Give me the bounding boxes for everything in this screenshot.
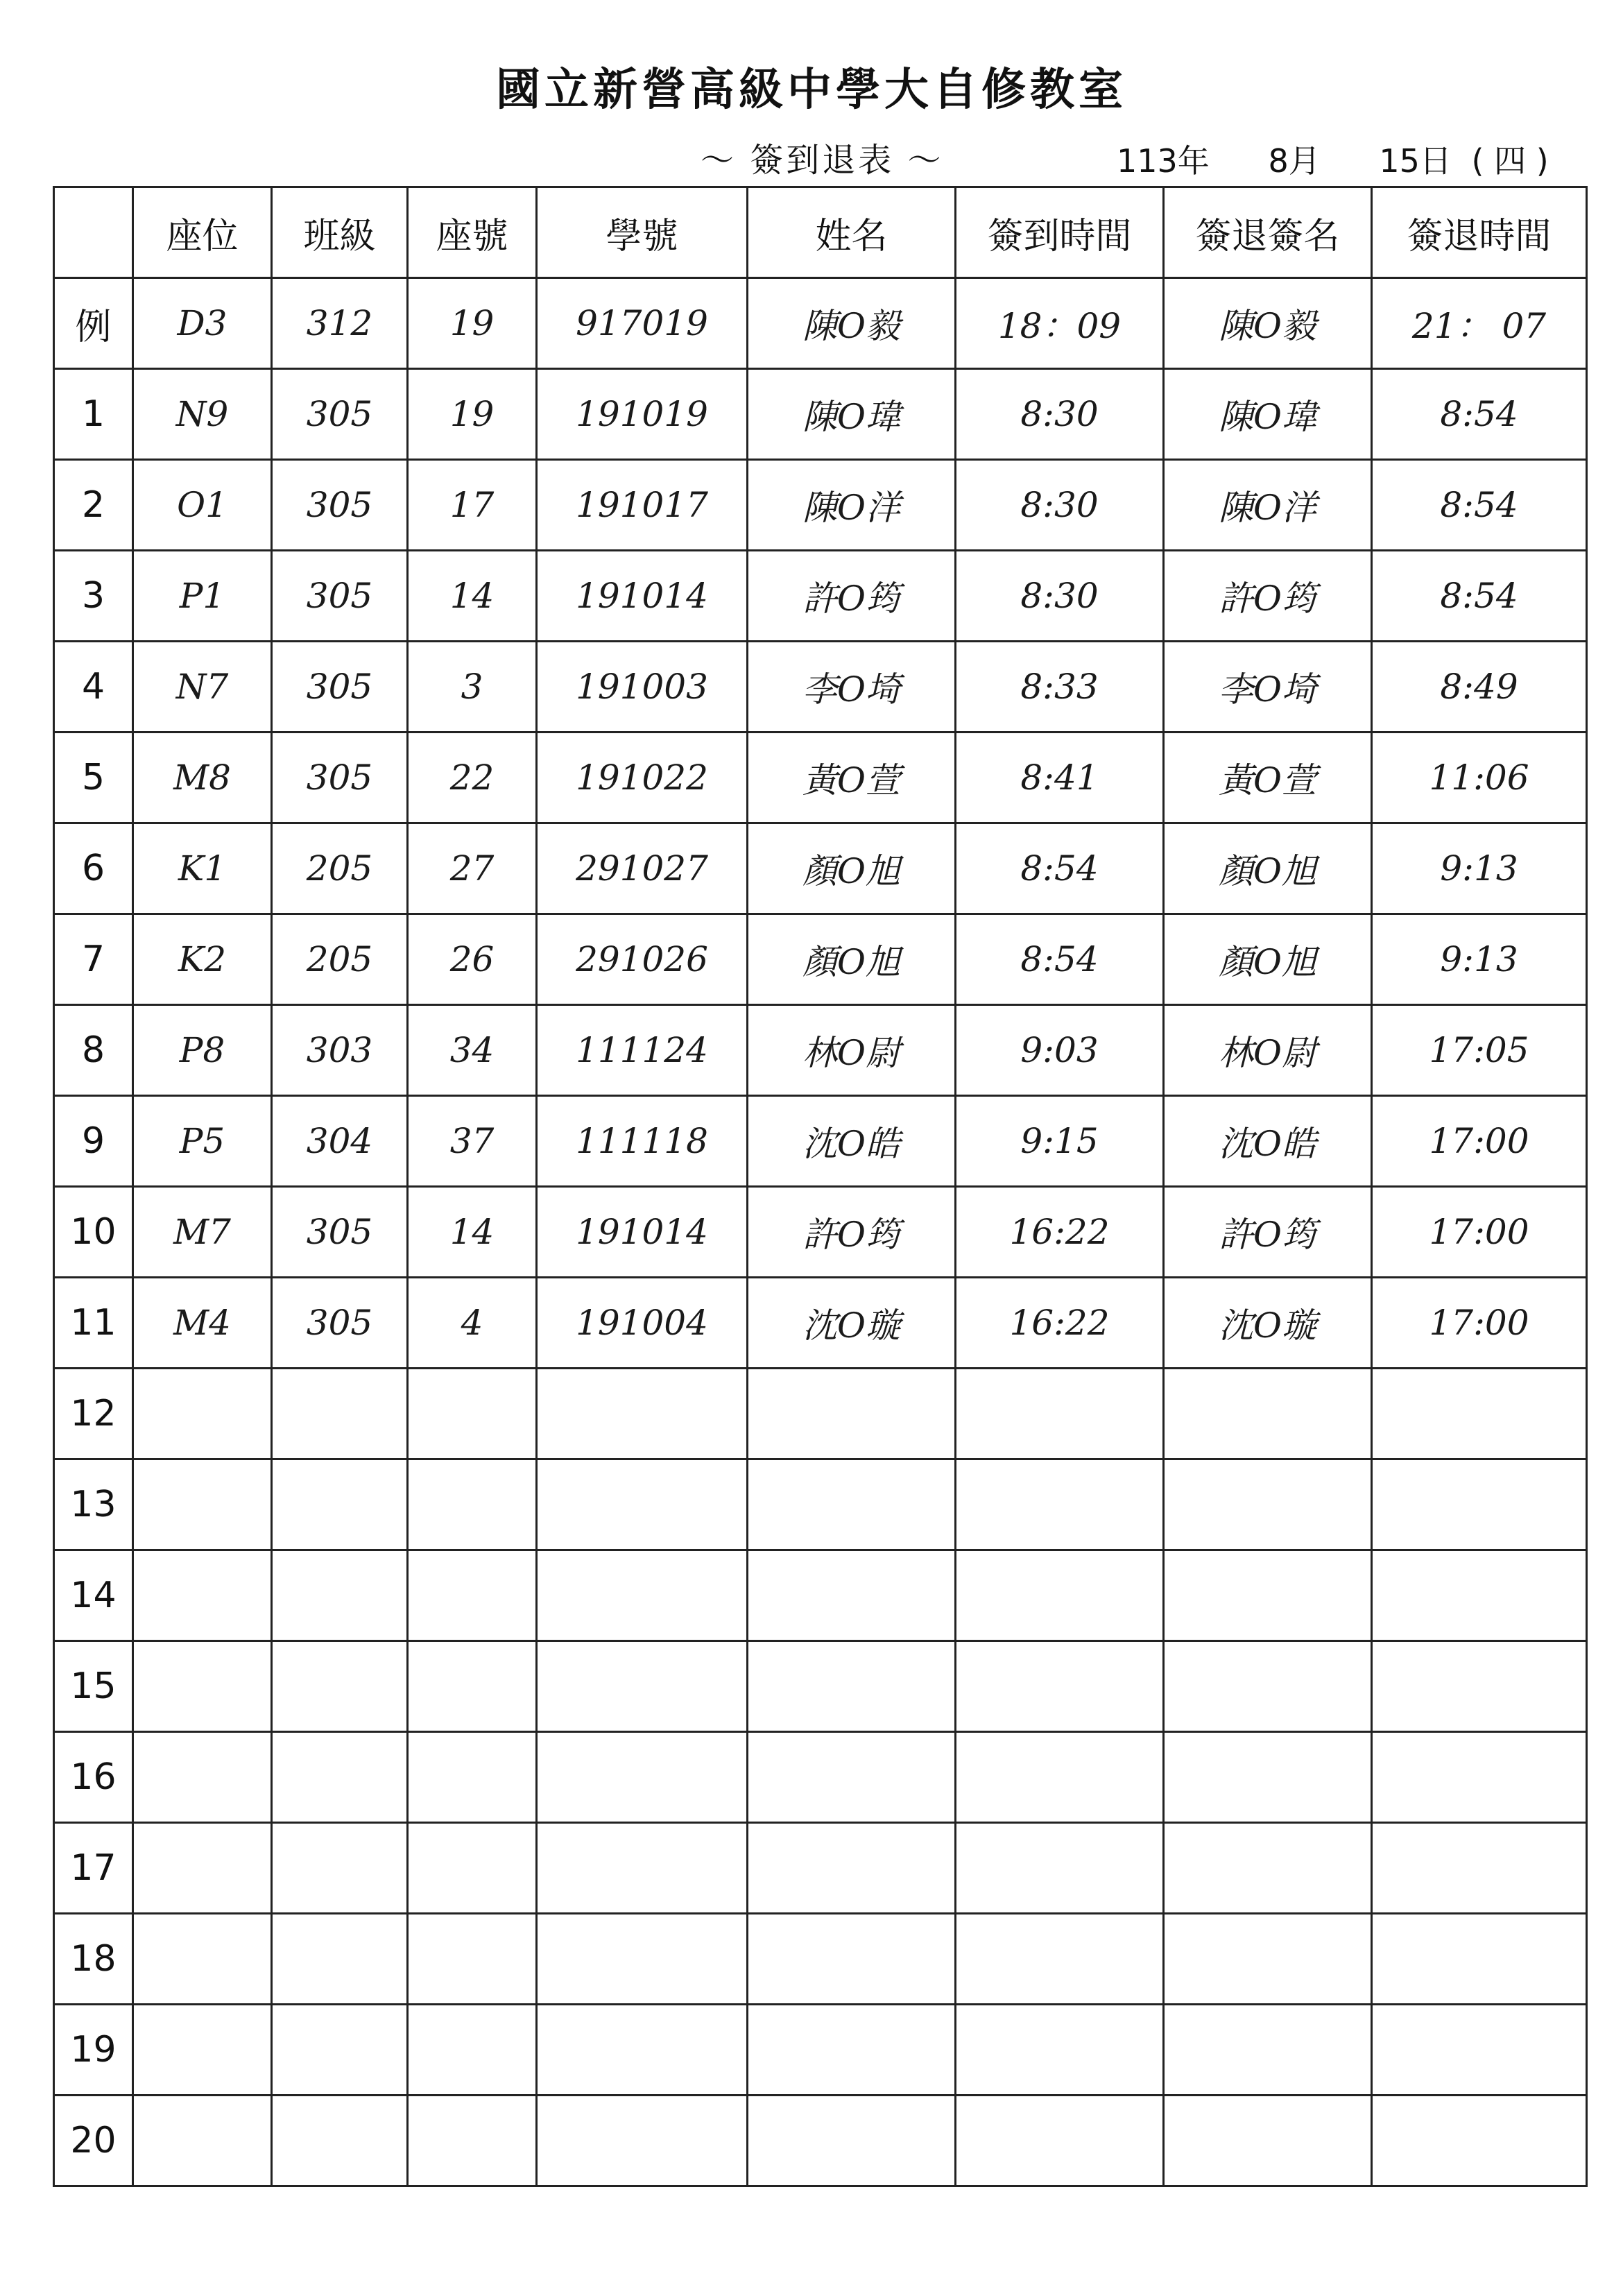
signout-signature-cell — [1164, 1459, 1372, 1550]
class-cell: 305 — [272, 1278, 408, 1369]
class-cell: 305 — [272, 1187, 408, 1278]
seat-no-cell — [408, 1550, 537, 1641]
checkout-time-cell: 17:00 — [1372, 1187, 1587, 1278]
checkout-time-cell — [1372, 2005, 1587, 2096]
name-cell — [748, 1641, 956, 1732]
student-id-cell: 291026 — [537, 914, 748, 1005]
checkout-time-cell: 21： 07 — [1372, 278, 1587, 369]
signout-signature-cell: 陳O洋 — [1164, 460, 1372, 551]
signout-signature-cell: 沈O皓 — [1164, 1096, 1372, 1187]
signout-signature-cell: 陳O瑋 — [1164, 369, 1372, 460]
checkin-time-cell — [956, 1914, 1164, 2005]
seat-no-cell: 17 — [408, 460, 537, 551]
name-cell: 黃O萱 — [748, 733, 956, 823]
seat-cell — [133, 2096, 272, 2186]
signout-signature-cell — [1164, 1369, 1372, 1459]
signout-signature-cell: 顏O旭 — [1164, 914, 1372, 1005]
table-row — [54, 1096, 1587, 1187]
name-cell: 林O尉 — [748, 1005, 956, 1096]
student-id-cell: 191019 — [537, 369, 748, 460]
student-id-cell — [537, 2005, 748, 2096]
seat-no-cell — [408, 1732, 537, 1823]
student-id-cell: 111124 — [537, 1005, 748, 1096]
name-cell — [748, 1914, 956, 2005]
name-cell — [748, 1823, 956, 1914]
seat-cell — [133, 1550, 272, 1641]
class-cell: 312 — [272, 278, 408, 369]
checkin-time-cell: 18：09 — [956, 278, 1164, 369]
table-row — [54, 914, 1587, 1005]
checkout-time-cell: 17:00 — [1372, 1096, 1587, 1187]
student-id-cell: 191014 — [537, 1187, 748, 1278]
seat-cell — [133, 1823, 272, 1914]
seat-cell: M8 — [133, 733, 272, 823]
row-number: 7 — [54, 914, 133, 1005]
student-id-cell — [537, 1550, 748, 1641]
row-number: 18 — [54, 1914, 133, 2005]
seat-no-cell: 19 — [408, 278, 537, 369]
signout-signature-cell: 陳O毅 — [1164, 278, 1372, 369]
table-row — [54, 642, 1587, 733]
table-row — [54, 1459, 1587, 1550]
date-year: 113年 — [1117, 142, 1210, 180]
checkout-time-cell: 8:54 — [1372, 551, 1587, 642]
checkin-time-cell — [956, 2005, 1164, 2096]
seat-no-cell: 14 — [408, 551, 537, 642]
student-id-cell: 111118 — [537, 1096, 748, 1187]
row-number: 2 — [54, 460, 133, 551]
signout-signature-cell — [1164, 1823, 1372, 1914]
row-number: 例 — [54, 278, 133, 369]
class-cell: 303 — [272, 1005, 408, 1096]
class-cell: 305 — [272, 733, 408, 823]
table-row — [54, 551, 1587, 642]
seat-no-cell: 3 — [408, 642, 537, 733]
seat-no-cell — [408, 2005, 537, 2096]
checkout-time-cell: 17:05 — [1372, 1005, 1587, 1096]
class-cell: 305 — [272, 369, 408, 460]
checkout-time-cell — [1372, 1459, 1587, 1550]
name-cell: 顏O旭 — [748, 914, 956, 1005]
student-id-cell — [537, 2096, 748, 2186]
table-header-row — [54, 187, 1587, 278]
row-number: 6 — [54, 823, 133, 914]
table-row — [54, 733, 1587, 823]
header-seat-no: 座號 — [408, 187, 537, 278]
checkout-time-cell — [1372, 1550, 1587, 1641]
header-student-id: 學號 — [537, 187, 748, 278]
table-row — [54, 823, 1587, 914]
sheet-subtitle: ～ 簽到退表 ～ — [701, 141, 944, 180]
table-row — [54, 1823, 1587, 1914]
row-number: 5 — [54, 733, 133, 823]
example-row — [54, 278, 1587, 369]
header-signout-signature: 簽退簽名 — [1164, 187, 1372, 278]
checkout-time-cell — [1372, 1641, 1587, 1732]
table-row — [54, 1187, 1587, 1278]
seat-cell: O1 — [133, 460, 272, 551]
checkin-time-cell: 8:54 — [956, 823, 1164, 914]
signout-signature-cell — [1164, 2096, 1372, 2186]
name-cell: 顏O旭 — [748, 823, 956, 914]
seat-no-cell — [408, 1459, 537, 1550]
signout-signature-cell — [1164, 1550, 1372, 1641]
row-number: 9 — [54, 1096, 133, 1187]
student-id-cell: 191014 — [537, 551, 748, 642]
signout-signature-cell: 許O筠 — [1164, 551, 1372, 642]
student-id-cell — [537, 1459, 748, 1550]
seat-no-cell — [408, 1823, 537, 1914]
checkin-time-cell — [956, 1732, 1164, 1823]
student-id-cell: 191004 — [537, 1278, 748, 1369]
table-row — [54, 1369, 1587, 1459]
seat-no-cell: 4 — [408, 1278, 537, 1369]
name-cell — [748, 1459, 956, 1550]
signout-signature-cell — [1164, 1641, 1372, 1732]
seat-no-cell — [408, 2096, 537, 2186]
class-cell — [272, 1641, 408, 1732]
date-month: 8月 — [1268, 142, 1321, 180]
student-id-cell — [537, 1732, 748, 1823]
seat-no-cell — [408, 1369, 537, 1459]
seat-no-cell: 19 — [408, 369, 537, 460]
checkin-time-cell — [956, 1823, 1164, 1914]
row-number: 19 — [54, 2005, 133, 2096]
student-id-cell: 191003 — [537, 642, 748, 733]
seat-cell — [133, 1641, 272, 1732]
class-cell — [272, 1914, 408, 2005]
class-cell — [272, 1369, 408, 1459]
name-cell: 陳O洋 — [748, 460, 956, 551]
student-id-cell: 291027 — [537, 823, 748, 914]
checkin-time-cell: 16:22 — [956, 1278, 1164, 1369]
seat-cell: P1 — [133, 551, 272, 642]
signout-signature-cell: 許O筠 — [1164, 1187, 1372, 1278]
checkin-time-cell — [956, 1459, 1164, 1550]
name-cell — [748, 1550, 956, 1641]
signin-table — [53, 186, 1588, 2187]
checkin-time-cell: 8:33 — [956, 642, 1164, 733]
signout-signature-cell — [1164, 1914, 1372, 2005]
checkout-time-cell: 8:49 — [1372, 642, 1587, 733]
row-number: 12 — [54, 1369, 133, 1459]
header-index — [54, 187, 133, 278]
name-cell — [748, 1732, 956, 1823]
checkin-time-cell — [956, 1641, 1164, 1732]
signout-signature-cell: 沈O璇 — [1164, 1278, 1372, 1369]
row-number: 11 — [54, 1278, 133, 1369]
seat-cell: N7 — [133, 642, 272, 733]
class-cell: 305 — [272, 460, 408, 551]
seat-no-cell — [408, 1914, 537, 2005]
seat-cell — [133, 2005, 272, 2096]
table-row — [54, 1550, 1587, 1641]
row-number: 20 — [54, 2096, 133, 2186]
table-row — [54, 460, 1587, 551]
seat-cell — [133, 1369, 272, 1459]
seat-cell: P8 — [133, 1005, 272, 1096]
name-cell: 許O筠 — [748, 551, 956, 642]
date-day: 15日 — [1379, 142, 1452, 180]
table-row — [54, 1732, 1587, 1823]
student-id-cell — [537, 1823, 748, 1914]
row-number: 4 — [54, 642, 133, 733]
row-number: 3 — [54, 551, 133, 642]
sheet-date — [1117, 136, 1549, 182]
class-cell: 304 — [272, 1096, 408, 1187]
student-id-cell: 191017 — [537, 460, 748, 551]
class-cell — [272, 2005, 408, 2096]
name-cell: 陳O瑋 — [748, 369, 956, 460]
class-cell — [272, 1732, 408, 1823]
seat-cell: K1 — [133, 823, 272, 914]
seat-cell — [133, 1732, 272, 1823]
seat-no-cell: 27 — [408, 823, 537, 914]
name-cell: 許O筠 — [748, 1187, 956, 1278]
seat-cell: D3 — [133, 278, 272, 369]
checkin-time-cell: 8:54 — [956, 914, 1164, 1005]
checkin-time-cell: 9:15 — [956, 1096, 1164, 1187]
header-checkin-time: 簽到時間 — [956, 187, 1164, 278]
seat-cell: N9 — [133, 369, 272, 460]
seat-no-cell — [408, 1641, 537, 1732]
row-number: 14 — [54, 1550, 133, 1641]
table-row — [54, 1278, 1587, 1369]
checkout-time-cell: 9:13 — [1372, 823, 1587, 914]
signout-signature-cell: 李O埼 — [1164, 642, 1372, 733]
class-cell — [272, 1459, 408, 1550]
signout-signature-cell: 林O尉 — [1164, 1005, 1372, 1096]
checkin-time-cell: 8:30 — [956, 551, 1164, 642]
seat-no-cell: 34 — [408, 1005, 537, 1096]
sheet-title: 國立新營高級中學大自修教室 — [496, 64, 1127, 116]
table-row — [54, 2096, 1587, 2186]
class-cell — [272, 1550, 408, 1641]
checkout-time-cell: 17:00 — [1372, 1278, 1587, 1369]
table-row — [54, 1641, 1587, 1732]
name-cell: 沈O皓 — [748, 1096, 956, 1187]
seat-cell — [133, 1914, 272, 2005]
checkin-time-cell — [956, 1550, 1164, 1641]
table-row — [54, 1005, 1587, 1096]
checkin-time-cell: 8:30 — [956, 460, 1164, 551]
seat-cell — [133, 1459, 272, 1550]
row-number: 16 — [54, 1732, 133, 1823]
student-id-cell: 917019 — [537, 278, 748, 369]
row-number: 17 — [54, 1823, 133, 1914]
checkin-time-cell: 9:03 — [956, 1005, 1164, 1096]
seat-cell: M4 — [133, 1278, 272, 1369]
student-id-cell — [537, 1914, 748, 2005]
class-cell: 305 — [272, 551, 408, 642]
header-class: 班級 — [272, 187, 408, 278]
name-cell — [748, 2005, 956, 2096]
checkout-time-cell: 11:06 — [1372, 733, 1587, 823]
signout-signature-cell: 黃O萱 — [1164, 733, 1372, 823]
class-cell: 205 — [272, 823, 408, 914]
checkout-time-cell — [1372, 1369, 1587, 1459]
checkout-time-cell: 9:13 — [1372, 914, 1587, 1005]
class-cell: 205 — [272, 914, 408, 1005]
row-number: 13 — [54, 1459, 133, 1550]
seat-no-cell: 26 — [408, 914, 537, 1005]
seat-no-cell: 14 — [408, 1187, 537, 1278]
row-number: 1 — [54, 369, 133, 460]
checkin-time-cell — [956, 1369, 1164, 1459]
name-cell: 陳O毅 — [748, 278, 956, 369]
seat-no-cell: 22 — [408, 733, 537, 823]
checkout-time-cell — [1372, 1823, 1587, 1914]
signout-signature-cell: 顏O旭 — [1164, 823, 1372, 914]
checkout-time-cell — [1372, 2096, 1587, 2186]
signout-signature-cell — [1164, 2005, 1372, 2096]
checkin-time-cell: 8:30 — [956, 369, 1164, 460]
checkin-time-cell: 8:41 — [956, 733, 1164, 823]
row-number: 15 — [54, 1641, 133, 1732]
checkin-time-cell: 16:22 — [956, 1187, 1164, 1278]
header-seat: 座位 — [133, 187, 272, 278]
student-id-cell: 191022 — [537, 733, 748, 823]
header-name: 姓名 — [748, 187, 956, 278]
table-row — [54, 1914, 1587, 2005]
table-row — [54, 369, 1587, 460]
seat-cell: P5 — [133, 1096, 272, 1187]
date-weekday: ( 四 ) — [1471, 142, 1549, 180]
class-cell: 305 — [272, 642, 408, 733]
name-cell: 沈O璇 — [748, 1278, 956, 1369]
header-checkout-time: 簽退時間 — [1372, 187, 1587, 278]
seat-no-cell: 37 — [408, 1096, 537, 1187]
checkin-time-cell — [956, 2096, 1164, 2186]
table-body — [54, 278, 1587, 2186]
name-cell: 李O埼 — [748, 642, 956, 733]
checkout-time-cell: 8:54 — [1372, 460, 1587, 551]
name-cell — [748, 1369, 956, 1459]
class-cell — [272, 1823, 408, 1914]
name-cell — [748, 2096, 956, 2186]
row-number: 10 — [54, 1187, 133, 1278]
student-id-cell — [537, 1369, 748, 1459]
table-row — [54, 2005, 1587, 2096]
checkout-time-cell — [1372, 1914, 1587, 2005]
seat-cell: M7 — [133, 1187, 272, 1278]
seat-cell: K2 — [133, 914, 272, 1005]
class-cell — [272, 2096, 408, 2186]
student-id-cell — [537, 1641, 748, 1732]
checkout-time-cell — [1372, 1732, 1587, 1823]
checkout-time-cell: 8:54 — [1372, 369, 1587, 460]
row-number: 8 — [54, 1005, 133, 1096]
signout-signature-cell — [1164, 1732, 1372, 1823]
